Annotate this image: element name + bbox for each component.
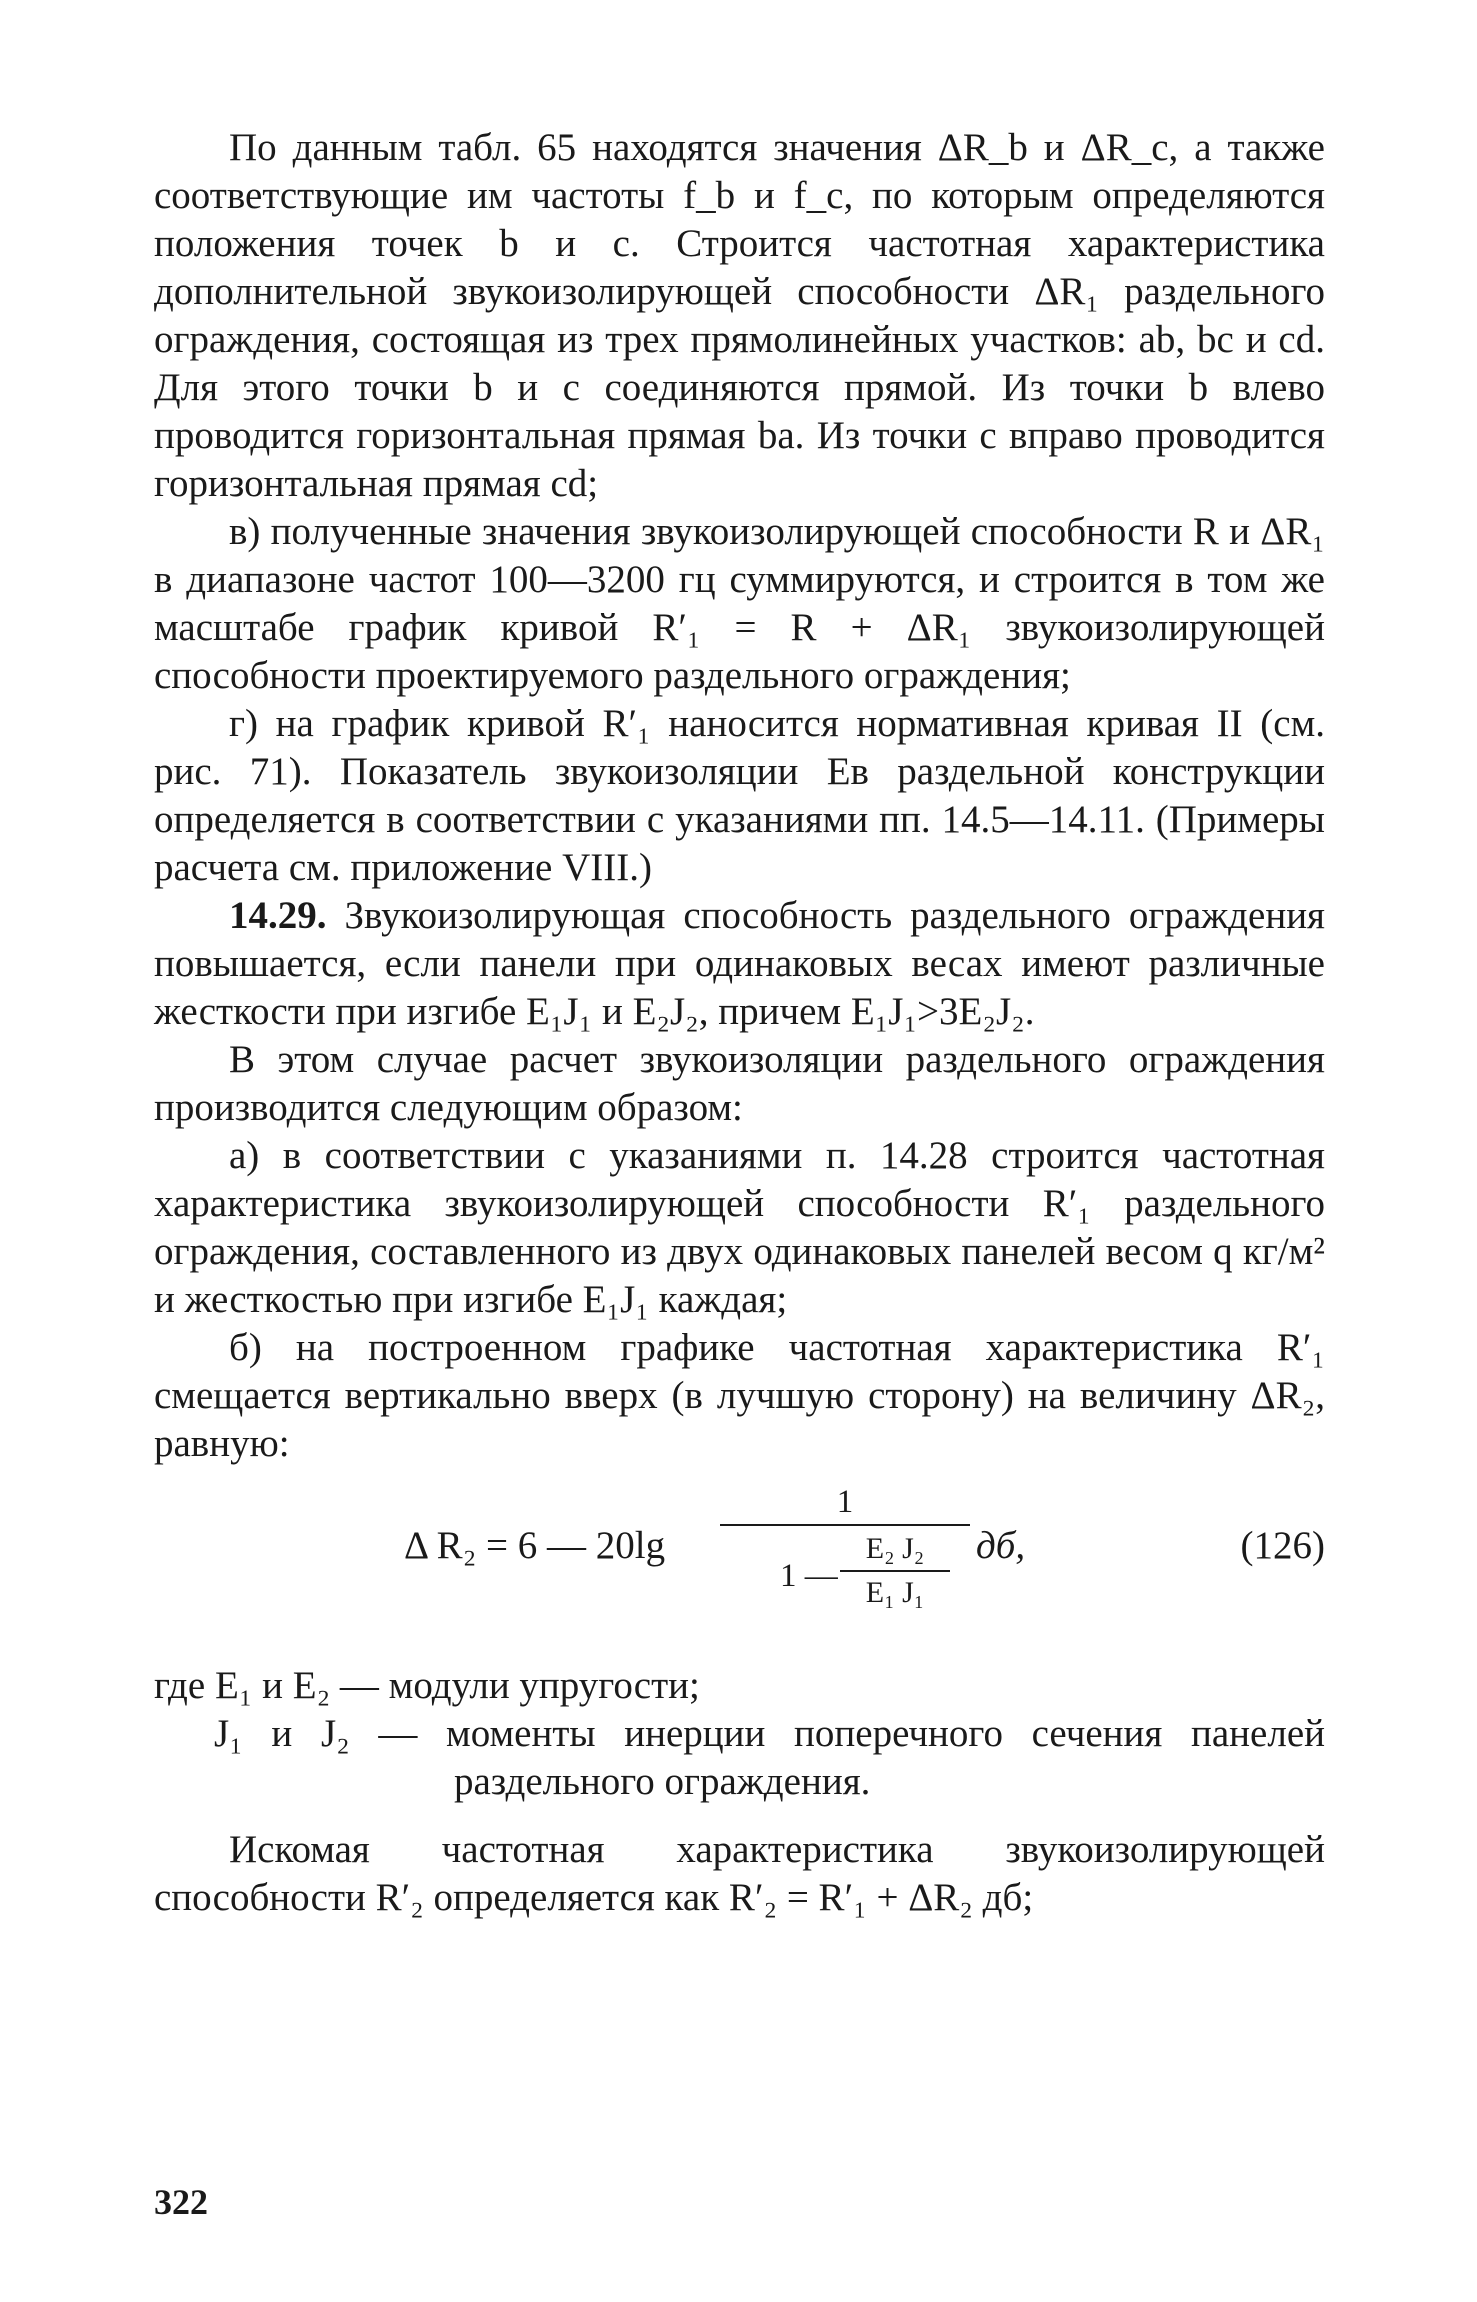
inner-denominator: E₁ J₁ — [865, 1576, 925, 1609]
paragraph-14-29 — [154, 892, 1325, 1036]
page-number: 322 — [154, 2182, 208, 2222]
inner-numerator: E₂ J₂ — [865, 1532, 925, 1565]
paragraph-item-b: б) на построенном графике частотная характеристика R′₁ смещается вертикально вверх (в лучшую сторону) на величину ΔR₂, равную: — [154, 1326, 1325, 1465]
formula-numerator: 1 — [836, 1484, 854, 1520]
spacer — [154, 1806, 1325, 1826]
paragraph-5: В этом случае расчет звукоизоляции раздельного ограждения производится следующим образом: — [154, 1038, 1325, 1129]
paragraph-item-v: в) полученные значения звукоизолирующей способности R и ΔR₁ в диапазоне частот 100—3200 гц суммируются, и строится в том же масштабе график кривой R′₁ = R + ΔR₁ звукоизолирующей способности проектируемого раздельного ограждения; — [154, 510, 1325, 697]
formula-lhs: Δ R₂ = 6 — 20lg — [404, 1524, 666, 1567]
legend-row-e: где E₁ и E₂ — модули упругости; — [154, 1664, 700, 1707]
formula-unit: дб, — [976, 1524, 1026, 1567]
equation-number: (126) — [1240, 1524, 1325, 1567]
formula-fraction — [720, 1482, 970, 1640]
paragraph-1: По данным табл. 65 находятся значения ΔR_b и ΔR_c, а также соответствующие им частоты f_b и f_c, по которым определяются положения точек b и c. Строится частотная характеристика дополнительной звукоизолирующей способности ΔR₁ раздельного ограждения, состоящая из трех прямолинейных участков: ab, bc и cd. Для этого точки b и c соединяются прямой. Из точки b влево проводится горизонтальная прямая ba. Из точки c вправо проводится горизонтальная прямая cd; — [154, 126, 1325, 505]
section-text: Звукоизолирующая способность раздельного ограждения повышается, если панели при одинаковых весах имеют различные жесткости при изгибе E₁J₁ и E₂J₂, причем E₁J₁>3E₂J₂. — [154, 894, 1326, 1033]
paragraph-final: Искомая частотная характеристика звукоизолирующей способности R′₂ определяется как R′₂ = R′₁ + ΔR₂ дб; — [154, 1828, 1325, 1919]
formula-126 — [154, 1482, 1325, 1642]
section-number: 14.29. — [229, 894, 327, 937]
paragraph-item-g: г) на график кривой R′₁ наносится нормативная кривая II (см. рис. 71). Показатель звукоизоляции Eв раздельной конструкции определяется в соответствии с указаниями пп. 14.5—14.11. (Примеры расчета см. приложение VIII.) — [154, 702, 1325, 889]
denominator-one: 1 — — [780, 1558, 838, 1594]
inner-fraction-bar — [840, 1570, 950, 1572]
text-body — [154, 124, 1325, 1922]
legend-row-j: J₁ и J₂ — моменты инерции поперечного сечения панелей раздельного ограждения. — [214, 1712, 1325, 1803]
inner-fraction — [840, 1530, 950, 1612]
fraction-bar — [720, 1524, 970, 1526]
paragraph-item-a: а) в соответствии с указаниями п. 14.28 строится частотная характеристика звукоизолирующей способности R′₁ раздельного ограждения, составленного из двух одинаковых панелей весом q кг/м² и жесткостью при изгибе E₁J₁ каждая; — [154, 1134, 1325, 1321]
legend-block — [154, 1662, 1325, 1806]
formula-denominator — [720, 1530, 970, 1640]
